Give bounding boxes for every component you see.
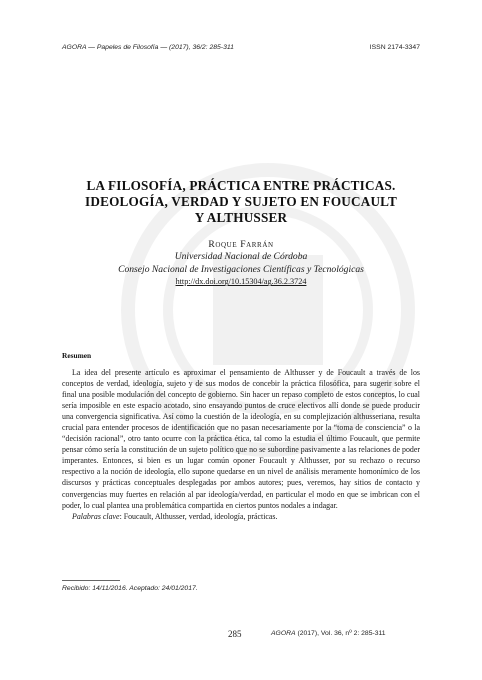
byline	[40, 239, 442, 287]
footnote-divider	[62, 580, 120, 581]
footer-citation	[271, 630, 386, 637]
abstract-text: La idea del presente artículo es aproximar el pensamiento de Althusser y de Foucault a través de los conceptos de verdad, ideología, sujeto y de sus modos de concebir la práctica filosófica, para sugerir sobre el final una posible modulación del concepto de gobierno. Sin hacer un repaso completo de estos conceptos, lo cual sería imposible en este espacio acotado, sino ensayando puntos de cruce electivos allí donde se puede producir una convergencia significativa. Así como la cuestión de la ideología, en su complejización althusseriana, resulta crucial para entender procesos de identificación que no pasan necesariamente por la “toma de consciencia” o la “decisión racional”, otro tanto ocurre con la práctica ética, tal como la estudia el último Foucault, que permite pensar cómo sería la constitución de un sujeto político que no se subordine pasivamente a las relaciones de poder imperantes. Entonces, si bien es un lugar común oponer Foucault y Althusser, por su rechazo o recurso respectivo a la noción de ideología, ello supone quedarse en un nivel de análisis meramente homonímico de los discursos y prácticas conceptuales desplegadas por ambos autores; pues, veremos, hay sitios de contacto y convergencias muy fuertes en relación al par ideología/verdad, en particular el modo en que se imbrican con el poder, lo cual plantea una problemática compartida en ciertos puntos nodales a indagar.	[62, 368, 420, 510]
affiliation: Universidad Nacional de Córdoba	[174, 251, 308, 263]
keywords-label: Palabras clave	[72, 511, 120, 521]
footer-journal: AGORA	[271, 630, 296, 637]
page-number: 285	[228, 629, 242, 639]
author-name: Roque Farrán	[208, 239, 274, 250]
received-dates: Recibido: 14/11/2016. Aceptado: 24/01/2017.	[62, 585, 198, 592]
title-line: Y ALTHUSSER	[194, 210, 288, 226]
title-line: IDEOLOGÍA, VERDAD Y SUJETO EN FOUCAULT	[85, 194, 397, 210]
keywords-line	[62, 511, 420, 522]
abstract-heading: Resumen	[62, 351, 92, 360]
affiliation: Consejo Nacional de Investigaciones Científicas y Tecnológicas	[118, 263, 364, 275]
issn-header: ISSN 2174-3347	[369, 44, 420, 51]
title-line: LA FILOSOFÍA, PRÁCTICA ENTRE PRÁCTICAS.	[86, 178, 396, 193]
journal-header: AGORA — Papeles de Filosofía — (2017), 36/2: 285-311	[62, 44, 234, 51]
footer-volume: (2017), Vol. 36, nº 2: 285-311	[295, 630, 386, 637]
doi-link[interactable]: http://dx.doi.org/10.15304/ag.36.2.3724	[175, 277, 307, 287]
abstract-body	[62, 367, 420, 522]
article-title	[60, 178, 422, 227]
keywords-values: : Foucault, Althusser, verdad, ideología, prácticas.	[119, 511, 278, 521]
